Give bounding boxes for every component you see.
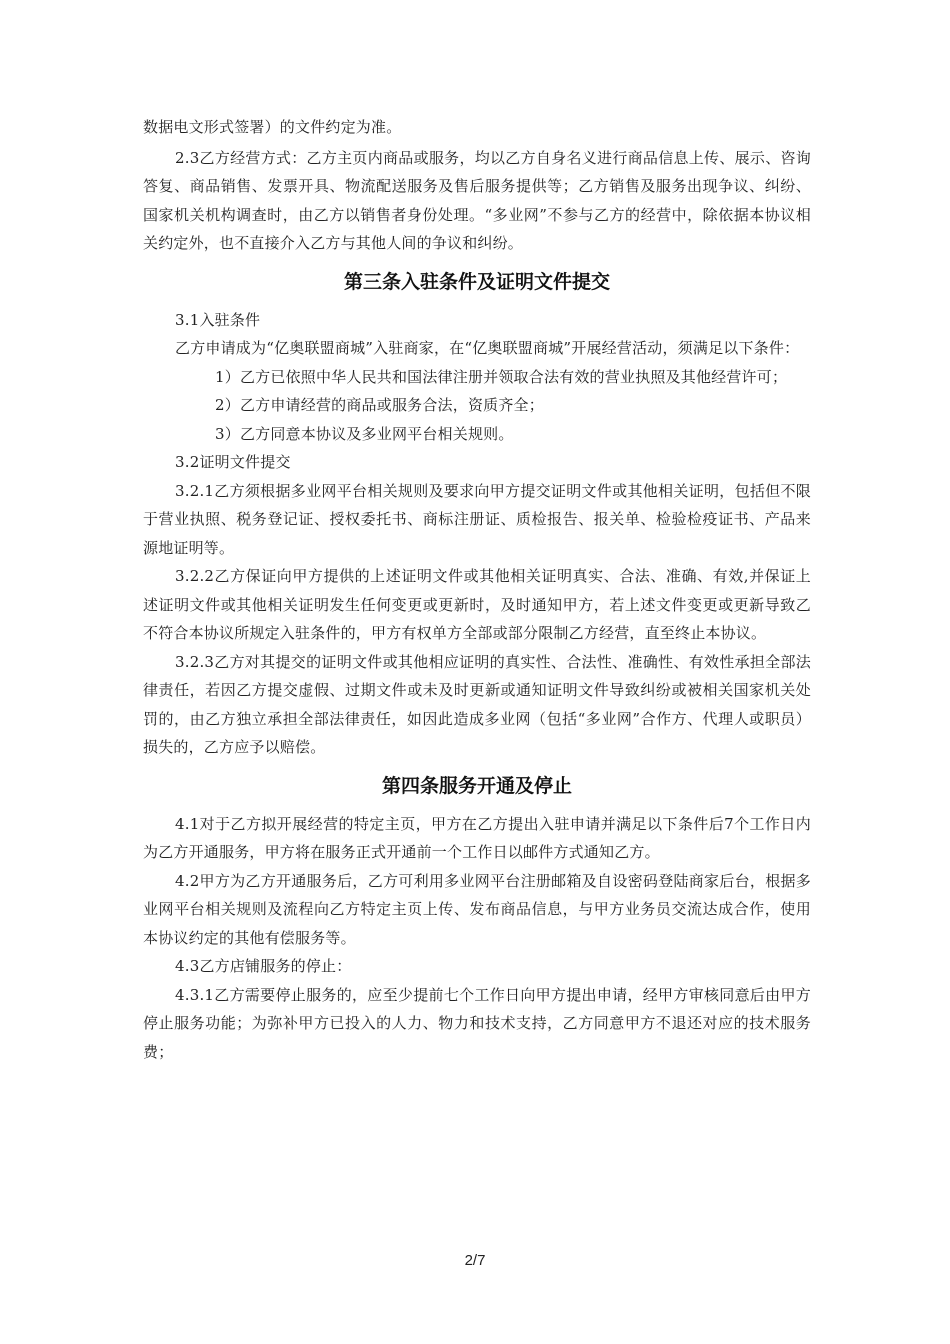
condition-3: 3）乙方同意本协议及多业网平台相关规则。: [215, 424, 514, 443]
document-body: [143, 113, 811, 1066]
page-number: 2/7: [464, 1252, 486, 1269]
paragraph-2-3: 2.3乙方经营方式：乙方主页内商品或服务，均以乙方自身名义进行商品信息上传、展示、咨询答复、商品销售、发票开具、物流配送服务及售后服务提供等；乙方销售及服务出现争议、纠纷、国家机关机构调查时，由乙方以销售者身份处理。“多业网”不参与乙方的经营中，除依据本协议相关约定外，也不直接介入乙方与其他人间的争议和纠纷。: [143, 148, 811, 252]
clause-3-2-2: 3.2.2乙方保证向甲方提供的上述证明文件或其他相关证明真实、合法、准确、有效,并保证上述证明文件或其他相关证明发生任何变更或更新时，及时通知甲方，若上述文件变更或更新导致乙不符合本协议所规定入驻条件的，甲方有权单方全部或部分限制乙方经营，直至终止本协议。: [143, 567, 811, 642]
clause-4-2: 4.2甲方为乙方开通服务后，乙方可利用多业网平台注册邮箱及自设密码登陆商家后台，根据多业网平台相关规则及流程向乙方特定主页上传、发布商品信息，与甲方业务员交流达成合作，使用本协议约定的其他有偿服务等。: [143, 871, 811, 947]
clause-4-3-1: 4.3.1乙方需要停止服务的，应至少提前七个工作日向甲方提出申请，经甲方审核同意后由甲方停止服务功能；为弥补甲方已投入的人力、物力和技术支持，乙方同意甲方不退还对应的技术服务费；: [143, 985, 811, 1061]
clause-3-2: 3.2证明文件提交: [175, 453, 291, 471]
clause-3-2-3: 3.2.3乙方对其提交的证明文件或其他相应证明的真实性、合法性、准确性、有效性承担全部法律责任，若因乙方提交虚假、过期文件或未及时更新或通知证明文件导致纠纷或被相关国家机关处罚的，由乙方独立承担全部法律责任，如因此造成多业网（包括“多业网”合作方、代理人或职员）损失的，乙方应予以赔偿。: [143, 652, 811, 756]
clause-4-3: 4.3乙方店铺服务的停止：: [175, 957, 352, 975]
clause-3-1-text: 乙方申请成为“亿奥联盟商城”入驻商家，在“亿奥联盟商城”开展经营活动，须满足以下条件：: [175, 339, 800, 357]
condition-1: 1）乙方已依照中华人民共和国法律注册并领取合法有效的营业执照及其他经营许可；: [215, 367, 788, 386]
section-3-title: 第三条入驻条件及证明文件提交: [343, 270, 610, 293]
condition-2: 2）乙方申请经营的商品或服务合法，资质齐全；: [215, 396, 544, 414]
clause-4-1: 4.1对于乙方拟开展经营的特定主页，甲方在乙方提出入驻申请并满足以下条件后7个工作日内为乙方开通服务，甲方将在服务正式开通前一个工作日以邮件方式通知乙方。: [143, 814, 811, 861]
clause-3-1: 3.1入驻条件: [175, 310, 261, 329]
section-4-title: 第四条服务开通及停止: [381, 774, 572, 797]
clause-3-2-1: 3.2.1乙方须根据多业网平台相关规则及要求向甲方提交证明文件或其他相关证明，包括但不限于营业执照、税务登记证、授权委托书、商标注册证、质检报告、报关单、检验检疫证书、产品来源地证明等。: [143, 481, 811, 557]
paragraph-continuation: 数据电文形式签署）的文件约定为准。: [143, 118, 402, 136]
